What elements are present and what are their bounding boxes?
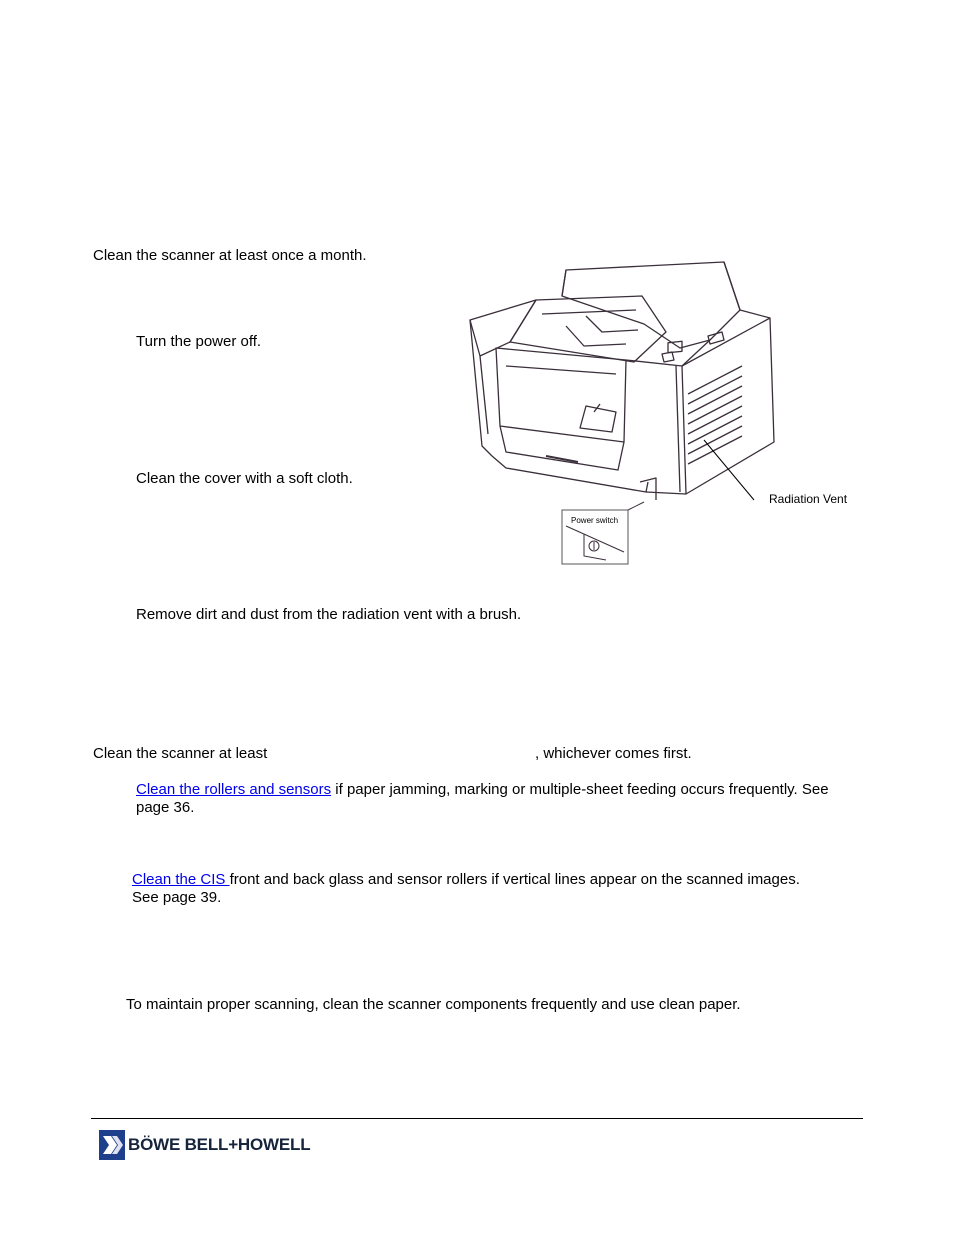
rollers-page-ref: page 36. [136, 799, 195, 816]
clean-rollers-link[interactable]: Clean the rollers and sensors [136, 781, 332, 798]
clean-cis-link[interactable]: Clean the CIS [132, 871, 230, 888]
cis-paragraph [132, 871, 800, 889]
radiation-vent-label: Radiation Vent [769, 492, 848, 506]
bowe-bell-howell-logo-icon [99, 1130, 125, 1160]
power-switch-label: Power switch [571, 516, 619, 525]
rollers-text: if paper jamming, marking or multiple-sheet feeding occurs frequently. See [331, 781, 829, 798]
step-clean-cover: Clean the cover with a soft cloth. [136, 470, 353, 487]
frequent-intro-start: Clean the scanner at least [93, 745, 268, 762]
monthly-intro: Clean the scanner at least once a month. [93, 247, 367, 264]
scanner-figure [466, 256, 862, 568]
footer-divider [91, 1118, 863, 1119]
rollers-paragraph [136, 781, 829, 799]
maintenance-note: To maintain proper scanning, clean the scanner components frequently and use clean paper. [126, 996, 741, 1013]
cis-text: front and back glass and sensor rollers if vertical lines appear on the scanned images. [229, 871, 800, 888]
cis-page-ref: See page 39. [132, 889, 222, 906]
step-power-off: Turn the power off. [136, 333, 262, 350]
step-clean-vent: Remove dirt and dust from the radiation vent with a brush. [136, 606, 522, 623]
frequent-intro-end: , whichever comes first. [535, 745, 692, 762]
brand-name: BÖWE BELL+HOWELL [128, 1135, 311, 1154]
